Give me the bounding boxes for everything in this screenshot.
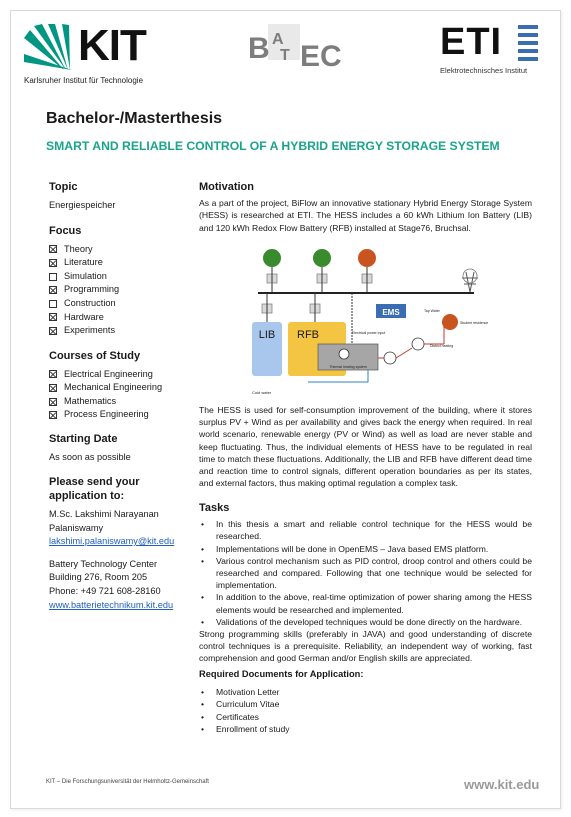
tap-water-label: Tap Water	[424, 309, 440, 313]
required-document-item: • Certificates	[199, 711, 532, 723]
topic-section	[49, 181, 199, 212]
checked-checkbox-icon	[49, 398, 57, 406]
hess-text: The HESS is used for self-consumption improvement of the building, where it stores surplus PV + Wind as per availability and gives back the energy when required. In real world scenario, renewable energy (PV or Wind) as well as load are never stable and keep fluctuating. Thus, the individual elements of HESS have to be regulated in real time to match these fluctuations. Additionally, the LIB and RFB have different dead time and reaction time to control signals, different operation boundaries as per its states, and external factors, thus making optimal regulation a complex task.	[199, 405, 532, 489]
contact-name-line2: Palaniswamy	[49, 522, 104, 533]
load-source-icon	[358, 249, 376, 267]
unchecked-checkbox-icon	[49, 300, 57, 308]
required-document-item: • Motivation Letter	[199, 686, 532, 698]
course-item	[49, 381, 199, 395]
kit-logo-subtitle: Karlsruher Institut für Technologie	[24, 76, 144, 85]
course-item	[49, 368, 199, 382]
checked-checkbox-icon	[49, 286, 57, 294]
course-item	[49, 408, 199, 422]
required-documents-heading: Required Documents for Application:	[199, 669, 364, 679]
center-name: Battery Technology Center	[49, 558, 158, 569]
contact-email-link[interactable]: lakshimi.palaniswamy@kit.edu	[49, 536, 175, 547]
pv-source-icon	[263, 249, 281, 267]
focus-item	[49, 270, 199, 284]
cold-water-label: Cold water	[252, 390, 272, 395]
tasks-heading: Tasks	[199, 502, 230, 514]
footer-left: KIT – Die Forschungsuniversität der Helmholtz-Gemeinschaft	[46, 779, 209, 785]
focus-item	[49, 311, 199, 325]
skills-section	[199, 628, 532, 665]
focus-section	[49, 225, 199, 338]
kit-logo	[24, 22, 174, 94]
kit-fan-icon	[24, 24, 80, 74]
electrical-label: Electrical power input	[352, 331, 386, 335]
required-documents-section	[199, 668, 532, 735]
svg-text:T: T	[280, 47, 290, 64]
rfb-label: RFB	[297, 329, 319, 341]
focus-heading: Focus	[49, 225, 82, 237]
focus-label: Experiments	[64, 325, 116, 336]
course-label: Process Engineering	[64, 409, 149, 420]
starting-date-value: As soon as possible	[49, 451, 131, 462]
focus-list	[49, 243, 199, 338]
tasks-list	[199, 518, 532, 628]
eti-logo-word: ETI	[440, 21, 503, 63]
focus-item	[49, 256, 199, 270]
focus-label: Literature	[64, 257, 103, 268]
checked-checkbox-icon	[49, 259, 57, 267]
starting-date-heading: Starting Date	[49, 433, 118, 445]
checked-checkbox-icon	[49, 245, 57, 253]
courses-section	[49, 350, 199, 422]
task-item: • Validations of the developed techniques would be done directly on the hardware.	[199, 616, 532, 628]
center-website-link[interactable]: www.batterietechnikum.kit.edu	[49, 599, 174, 610]
focus-item	[49, 297, 199, 311]
center-building: Building 276, Room 205	[49, 572, 148, 583]
svg-text:B: B	[248, 32, 270, 65]
wind-source-icon	[313, 249, 331, 267]
focus-item	[49, 243, 199, 257]
contact-name-line1: M.Sc. Lakshimi Narayanan	[49, 509, 159, 519]
focus-label: Theory	[64, 243, 93, 254]
lib-label: LIB	[258, 329, 276, 341]
batec-logo	[244, 22, 354, 74]
apply-heading-line2: application to:	[49, 490, 125, 502]
thesis-title: SMART AND RELIABLE CONTROL OF A HYBRID ENERGY STORAGE SYSTEM	[46, 139, 500, 153]
courses-list	[49, 368, 199, 422]
courses-heading: Courses of Study	[49, 350, 141, 362]
checked-checkbox-icon	[49, 313, 57, 321]
motivation-text: As a part of the project, BiFlow an innovative stationary Hybrid Energy Storage System (HESS) is researched at ETI. The HESS includes a 60 kWh Lithium Ion Battery (LIB) and 120 kWh Redox Flow Battery (RFB) installed at Stage76, Bruchsal.	[199, 198, 532, 233]
application-section	[49, 475, 199, 612]
focus-item	[49, 324, 199, 338]
eti-logo	[440, 22, 550, 74]
apply-heading-line1: Please send your	[49, 476, 140, 488]
starting-date-section	[49, 433, 199, 464]
eti-logo-subtitle: Elektrotechnisches Institut	[440, 66, 528, 75]
checked-checkbox-icon	[49, 384, 57, 392]
course-item	[49, 395, 199, 409]
required-document-item: • Enrollment of study	[199, 723, 532, 735]
topic-value: Energiespeicher	[49, 199, 116, 210]
hess-diagram	[248, 246, 488, 398]
task-item: • Implementations will be done in OpenEMS – Java based EMS platform.	[199, 543, 532, 555]
motivation-section	[199, 181, 532, 234]
footer-website[interactable]: www.kit.edu	[464, 777, 540, 792]
task-item: • In this thesis a smart and reliable control technique for the HESS would be researched.	[199, 518, 532, 542]
focus-label: Construction	[64, 297, 116, 308]
hess-description	[199, 404, 532, 489]
checked-checkbox-icon	[49, 327, 57, 335]
checked-checkbox-icon	[49, 370, 57, 378]
focus-item	[49, 283, 199, 297]
eti-stripes-icon	[516, 25, 540, 61]
course-label: Electrical Engineering	[64, 368, 153, 379]
svg-text:A: A	[272, 31, 284, 48]
focus-label: Simulation	[64, 270, 107, 281]
district-heating-label: District heating	[430, 344, 454, 348]
motivation-heading: Motivation	[199, 181, 254, 193]
skills-text: Strong programming skills (preferably in JAVA) and good understanding of discrete control techniques is a prerequisite. Reliability, an independent way of working, fast comprehension and good German and/or English skills are appreciated.	[199, 629, 532, 664]
checked-checkbox-icon	[49, 411, 57, 419]
document-type: Bachelor-/Masterthesis	[46, 110, 223, 127]
kit-logo-word: KIT	[78, 21, 146, 70]
ems-label: EMS	[382, 308, 400, 317]
unchecked-checkbox-icon	[49, 273, 57, 281]
task-item: • In addition to the above, real-time optimization of power sharing among the HESS elements would be researched and implemented.	[199, 591, 532, 615]
center-phone: Phone: +49 721 608-28160	[49, 585, 161, 596]
required-documents-list	[199, 686, 532, 735]
thermal-label: Thermal heating system	[329, 365, 367, 369]
student-residence-label: Student residence	[460, 321, 488, 325]
svg-text:EC: EC	[300, 40, 342, 73]
tasks-section	[199, 502, 532, 628]
course-label: Mathematics	[64, 395, 117, 406]
required-document-item: • Curriculum Vitae	[199, 698, 532, 710]
focus-label: Programming	[64, 284, 120, 295]
focus-label: Hardware	[64, 311, 104, 322]
topic-heading: Topic	[49, 181, 78, 193]
task-item: • Various control mechanism such as PID control, droop control and others could be researched and compared. Following that one technique would be selected for implementation.	[199, 555, 532, 592]
course-label: Mechanical Engineering	[64, 382, 163, 393]
